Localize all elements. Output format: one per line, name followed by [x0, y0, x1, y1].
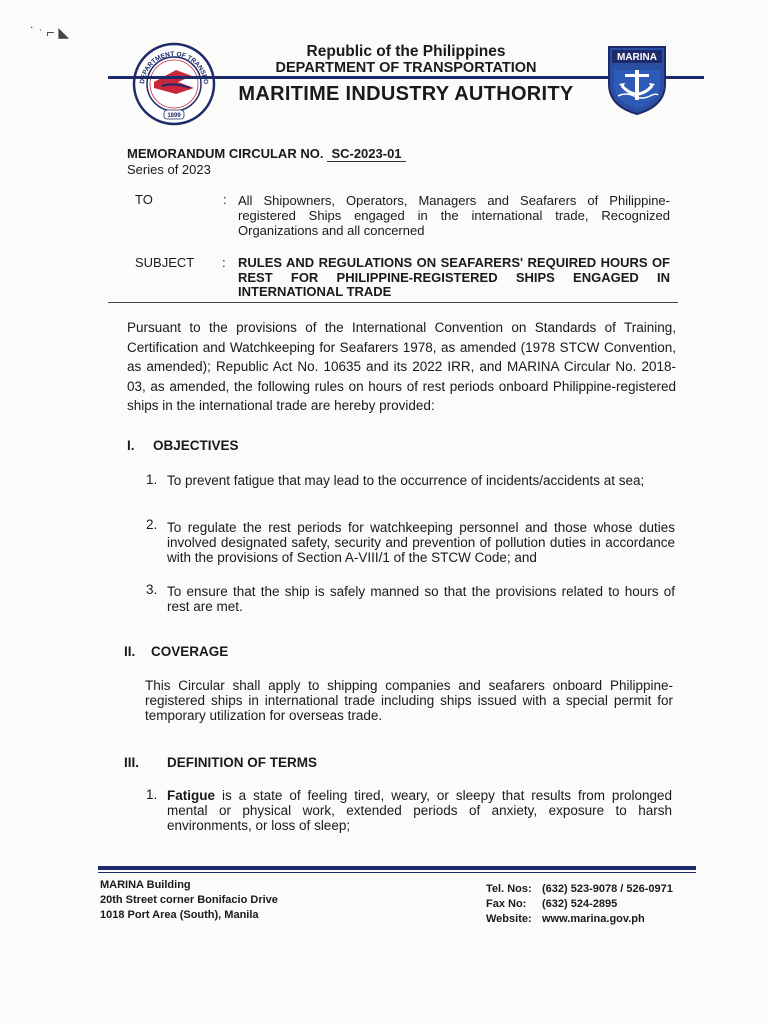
republic-heading: Republic of the Philippines — [306, 43, 506, 60]
section-objectives-title: OBJECTIVES — [153, 438, 239, 453]
marina-badge-logo — [606, 44, 668, 116]
subject-text: RULES AND REGULATIONS ON SEAFARERS' REQUIRED HOURS OF REST FOR PHILIPPINE-REGISTERED SHIPS ENGAGED IN INTERNATIONAL TRADE — [238, 255, 670, 299]
website-link[interactable]: www.marina.gov.ph — [542, 913, 645, 925]
definition-description: is a state of feeling tired, weary, or sleepy that results from prolonged mental or physical work, extended periods of anxiety, exposure to harsh environments, or loss of sleep; — [167, 788, 672, 833]
memo-number: SC-2023-01 — [327, 146, 405, 162]
memo-series: Series of 2023 — [127, 162, 211, 177]
section-coverage-title: COVERAGE — [151, 644, 229, 659]
section-definitions-number: III. — [124, 755, 140, 770]
memo-number-line — [127, 146, 406, 161]
objective-2-text: To regulate the rest periods for watchkeeping personnel and those whose duties involved designated safety, security and prevention of pollution duties in accordance with the provisions of Section A-VIII/1 of the STCW Code; and — [167, 520, 675, 565]
section-objectives-number: I. — [127, 438, 135, 453]
subject-colon: : — [222, 255, 226, 270]
fax-value: (632) 524-2895 — [542, 898, 618, 910]
seal-year: 1899 — [167, 113, 181, 119]
subject-label: SUBJECT — [135, 255, 195, 270]
footer-contact — [486, 882, 673, 927]
to-colon: : — [223, 192, 227, 207]
definition-1-number: 1. — [146, 787, 158, 802]
objective-3-number: 3. — [146, 582, 158, 597]
tel-label: Tel. Nos: — [486, 883, 532, 895]
footer-address-line-3: 1018 Port Area (South), Manila — [100, 909, 259, 921]
footer-address-line-1: MARINA Building — [100, 879, 191, 891]
fax-label: Fax No: — [486, 898, 527, 910]
coverage-text: This Circular shall apply to shipping companies and seafarers onboard Philippine-registered ships in international trade including ships issued with a special permit for temporary utilization for overseas trade. — [145, 678, 673, 723]
footer-rule — [98, 866, 696, 870]
tel-value: (632) 523-9078 / 526-0971 — [542, 883, 673, 895]
memo-label: MEMORANDUM CIRCULAR NO. — [127, 146, 324, 161]
to-label: TO — [135, 192, 153, 207]
footer-address-line-2: 20th Street corner Bonifacio Drive — [100, 894, 278, 906]
marina-badge-text: MARINA — [617, 52, 657, 63]
department-heading: DEPARTMENT OF TRANSPORTATION — [275, 60, 537, 76]
to-text: All Shipowners, Operators, Managers and Seafarers of Philippine-registered Ships engaged in the international trade, Recognized Organizations and all concerned — [238, 193, 670, 238]
dotr-seal-logo — [132, 42, 216, 126]
section-definitions-title: DEFINITION OF TERMS — [167, 755, 317, 770]
website-label: Website: — [486, 913, 532, 925]
definition-term: Fatigue — [167, 788, 216, 803]
definition-1-text — [167, 788, 672, 833]
svg-text:DEPARTMENT OF TRANSPORTATION: D PARTMENT OF TRANS O — [139, 50, 210, 85]
authority-heading: MARITIME INDUSTRY AUTHORITY — [238, 83, 574, 105]
objective-1-text: To prevent fatigue that may lead to the occurrence of incidents/accidents at sea; — [167, 473, 645, 488]
section-coverage-number: II. — [124, 644, 136, 659]
footer-address — [100, 878, 278, 923]
objective-2-number: 2. — [146, 517, 158, 532]
objective-1-number: 1. — [146, 472, 158, 487]
objective-3-text: To ensure that the ship is safely manned so that the provisions related to hours of rest are met. — [167, 584, 675, 614]
footer-rule-thin — [98, 872, 696, 873]
subject-rule — [108, 302, 678, 303]
scan-mark: ˙ ˑ ⌐ ◣ — [30, 24, 70, 40]
intro-paragraph: Pursuant to the provisions of the International Convention on Standards of Training, Certification and Watchkeeping for Seafarers 1978, as amended (1978 STCW Convention, as amended); Republic Act No. 10635 and its 2022 IRR, and MARINA Circular No. 2018-03, as amended, the following rules on hours of rest periods onboard Philippine-registered ships in the international trade are hereby provided: — [127, 320, 676, 413]
